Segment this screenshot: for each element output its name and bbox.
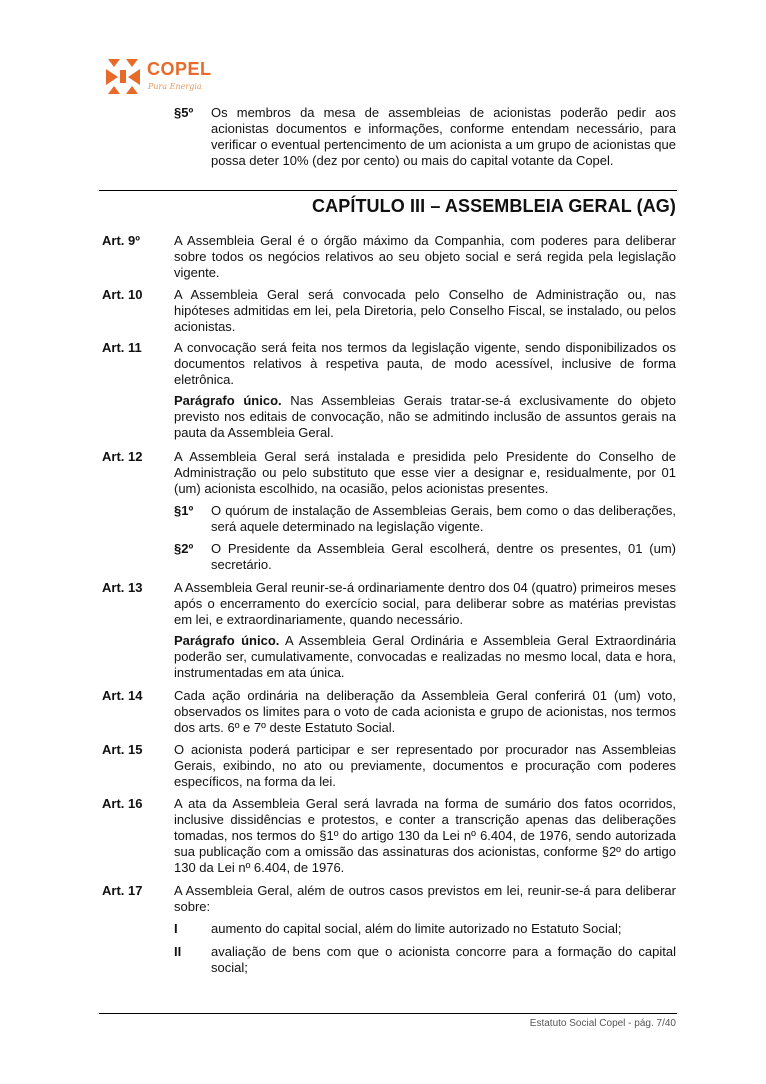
article-12-label: Art. 12	[102, 449, 143, 464]
sole-paragraph-label: Parágrafo único.	[174, 633, 280, 648]
article-9-text: A Assembleia Geral é o órgão máximo da Companhia, com poderes para deliberar sobre todos os negócios relativos ao seu objeto social e será regida pela legislação vigente.	[174, 233, 676, 280]
article-17-item-1-text: aumento do capital social, além do limite autorizado no Estatuto Social;	[211, 921, 622, 936]
article-17-item-2-label: II	[174, 944, 182, 959]
copel-flower-icon	[104, 56, 144, 96]
article-11-text: A convocação será feita nos termos da legislação vigente, sendo disponibilizados os documentos relativos à respetiva pauta, de modo acessível, inclusive de forma eletrônica.	[174, 340, 676, 387]
article-16-label: Art. 16	[102, 796, 143, 811]
article-17-label: Art. 17	[102, 883, 143, 898]
article-14-text: Cada ação ordinária na deliberação da Assembleia Geral conferirá 01 (um) voto, observados os limites para o voto de cada acionista e grupo de acionistas, nos termos dos arts. 6º e 7º deste Estatuto Social.	[174, 688, 676, 735]
article-12-text: A Assembleia Geral será instalada e presidida pelo Presidente do Conselho de Administração ou pelo substituto que esse vier a designar e, residualmente, por 01 (um) acionista escolhido, na ocasião, pelos acionistas presentes.	[174, 449, 676, 496]
article-13-sole-paragraph	[174, 633, 676, 681]
article-16-text: A ata da Assembleia Geral será lavrada na forma de sumário dos fatos ocorridos, inclusive dissidências e protestos, e conter a transcrição apenas das deliberações tomadas, nos termos do §1º do artigo 130 da Lei nº 6.404, de 1976, sendo autorizada sua publicação com a omissão das assinaturas dos acionistas, conforme §2º do artigo 130 da Lei nº 6.404, de 1976.	[174, 796, 676, 875]
article-13-text: A Assembleia Geral reunir-se-á ordinariamente dentro dos 04 (quatro) primeiros meses após o encerramento do exercício social, para deliberar sobre as matérias previstas em lei, e extraordinariamente, quando necessário.	[174, 580, 676, 627]
article-17-item-2-text: avaliação de bens com que o acionista concorre para a formação do capital social;	[211, 944, 676, 975]
sole-paragraph-label: Parágrafo único.	[174, 393, 282, 408]
logo-tagline: Pura Energia	[148, 82, 202, 91]
paragraph-5-label: §5º	[174, 105, 194, 120]
article-17-text: A Assembleia Geral, além de outros casos previstos em lei, reunir-se-á para deliberar sobre:	[174, 883, 676, 914]
sole-paragraph-text: Nas Assembleias Gerais tratar-se-á exclusivamente do objeto previsto nos editais de convocação, não se admitindo inclusão de assuntos gerais na pauta da Assembleia Geral.	[174, 393, 677, 440]
article-9-label: Art. 9º	[102, 233, 140, 248]
footer-divider	[99, 1013, 677, 1014]
article-10-label: Art. 10	[102, 287, 143, 302]
copel-logo	[104, 52, 224, 102]
article-11-label: Art. 11	[102, 340, 142, 355]
article-12-paragraph-2-text: O Presidente da Assembleia Geral escolherá, dentre os presentes, 01 (um) secretário.	[211, 541, 676, 572]
article-13-label: Art. 13	[102, 580, 143, 595]
logo-wordmark: COPEL	[147, 59, 212, 79]
article-15-text: O acionista poderá participar e ser representado por procurador nas Assembleias Gerais, exibindo, no ato ou previamente, documentos e procuração com poderes específicos, na forma da lei.	[174, 742, 676, 789]
article-14-label: Art. 14	[102, 688, 143, 703]
article-17-item-1-label: I	[174, 921, 178, 936]
article-15-label: Art. 15	[102, 742, 143, 757]
chapter-title: CAPÍTULO III – ASSEMBLEIA GERAL (AG)	[312, 196, 676, 216]
sole-paragraph-text: A Assembleia Geral Ordinária e Assembleia Geral Extraordinária poderão ser, cumulativamente, convocadas e realizadas no mesmo local, data e hora, instrumentadas em ata única.	[174, 633, 676, 680]
article-11-sole-paragraph	[174, 393, 676, 441]
article-10-text: A Assembleia Geral será convocada pelo Conselho de Administração ou, nas hipóteses admitidas em lei, pela Diretoria, pelo Conselho Fiscal, se instalado, ou pelos acionistas.	[174, 287, 676, 334]
paragraph-5-text: Os membros da mesa de assembleias de acionistas poderão pedir aos acionistas documentos e informações, conforme entendam necessário, para verificar o eventual pertencimento de um acionista a um grupo de acionistas que possa deter 10% (dez por cento) ou mais do capital votante da Copel.	[211, 105, 676, 168]
article-12-paragraph-1-text: O quórum de instalação de Assembleias Gerais, bem como o das deliberações, será aquele determinado na legislação vigente.	[211, 503, 676, 534]
page-footer: Estatuto Social Copel - pág. 7/40	[529, 1018, 676, 1029]
article-12-paragraph-1-label: §1º	[174, 503, 194, 518]
article-12-paragraph-2-label: §2º	[174, 541, 194, 556]
chapter-divider	[99, 190, 677, 191]
